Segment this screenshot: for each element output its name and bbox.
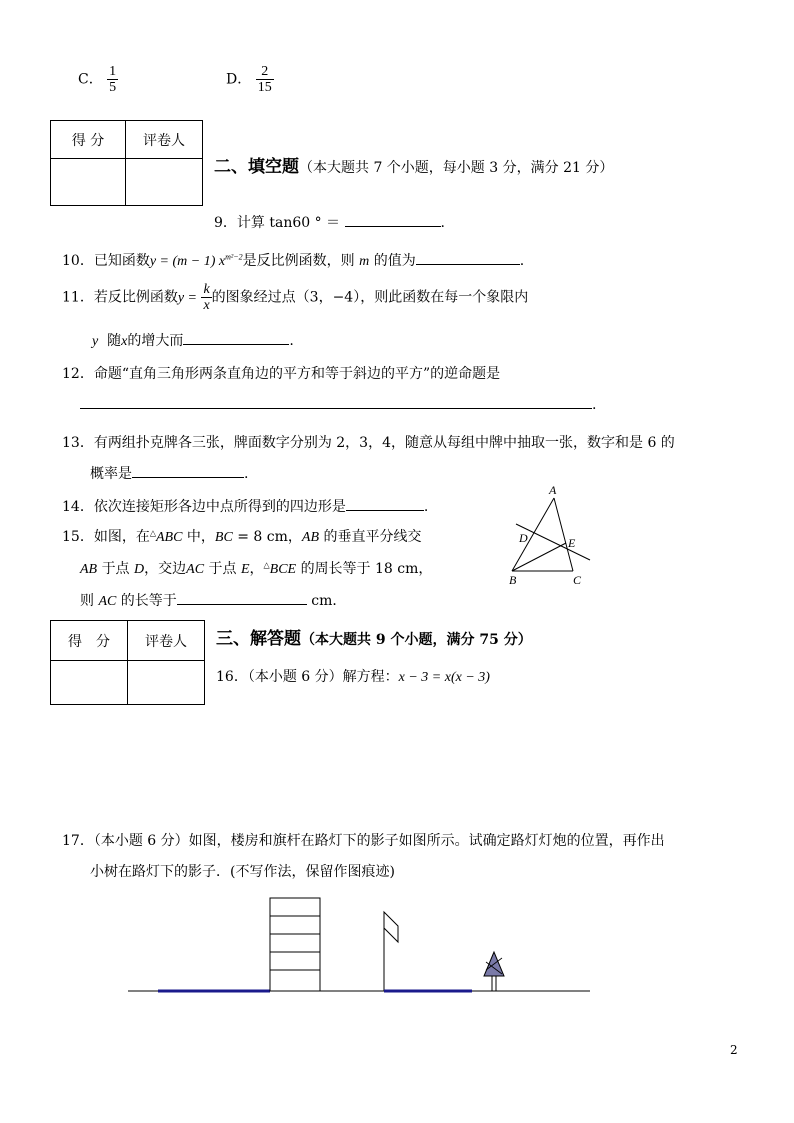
answer-blank-13[interactable]	[132, 463, 244, 478]
question-17: 17．（本小题 6 分）如图，楼房和旗杆在路灯下的影子如图所示。试确定路灯灯炮的位置，再作出	[62, 833, 665, 849]
label-c: C	[573, 573, 582, 587]
streetlight-figure	[120, 890, 600, 1000]
question-17-line2: 小树在路灯下的影子．(不写作法，保留作图痕迹)	[90, 864, 395, 880]
label-b: B	[509, 573, 517, 587]
answer-blank-15[interactable]	[177, 590, 307, 605]
score-table-1	[50, 120, 203, 206]
label-d: D	[519, 531, 528, 545]
question-15: 15．如图，在△ABC 中，BC = 8 cm，AB 的垂直平分线交	[62, 528, 422, 545]
score-cell[interactable]	[51, 661, 128, 705]
flag	[384, 912, 398, 942]
label-a: A	[549, 483, 557, 497]
question-12: 12．命题“直角三角形两条直角边的平方和等于斜边的平方”的逆命题是	[62, 366, 501, 382]
label-e: E	[568, 536, 576, 550]
page-number: 2	[730, 1043, 738, 1057]
question-15-line2: AB 于点 D，交边AC 于点 E，△BCE 的周长等于 18 cm，	[80, 560, 433, 577]
q11-fraction: $\frac{k}{x}$	[203, 282, 210, 313]
question-12-line2: .	[80, 394, 596, 413]
score-table-2	[50, 620, 205, 705]
building	[270, 898, 320, 991]
score-cell[interactable]	[51, 159, 126, 206]
choice-d: D． $\frac{2}{15}$	[226, 64, 272, 95]
grader-header: 评卷人	[126, 121, 203, 159]
answer-blank-12[interactable]	[80, 394, 592, 409]
section3-heading: 三、解答题（本大题共 9 个小题，满分 75 分）	[216, 629, 532, 649]
question-13-line2: 概率是 .	[90, 463, 248, 483]
question-13: 13．有两组扑克牌各三张，牌面数字分别为 2，3，4，随意从每组中牌中抽取一张，数字和是 6 的	[62, 435, 675, 451]
answer-blank-11[interactable]	[183, 330, 289, 345]
question-9: 9．计算 tan60 ° ＝ .	[214, 212, 445, 232]
side-ac	[554, 498, 573, 571]
score-header: 得 分	[51, 121, 126, 159]
section2-heading: 二、填空题（本大题共 7 个小题，每小题 3 分，满分 21 分）	[214, 157, 614, 177]
score-header: 得 分	[51, 621, 128, 661]
question-15-line3: 则 AC 的长等于 cm．	[80, 590, 346, 610]
question-16: 16．（本小题 6 分）解方程：x − 3 = x(x − 3)	[216, 669, 490, 685]
question-11-line2: y 随x的增大而 .	[92, 330, 294, 350]
flagpole	[384, 912, 398, 991]
grader-header: 评卷人	[128, 621, 205, 661]
question-11: 11．若反比例函数y = $\frac{k}{x}$ 的图象经过点（3，−4），则此函数在每一个象限内	[62, 282, 529, 313]
answer-blank-14[interactable]	[346, 496, 424, 511]
choice-c-fraction: $\frac{1}{5}$	[109, 64, 117, 95]
answer-blank-9[interactable]	[345, 212, 441, 227]
triangle-figure	[500, 480, 600, 588]
question-14: 14．依次连接矩形各边中点所得到的四边形是 .	[62, 496, 428, 516]
choice-c: C． $\frac{1}{5}$	[78, 64, 117, 95]
grader-cell[interactable]	[126, 159, 203, 206]
answer-blank-10[interactable]	[416, 250, 520, 265]
tree	[484, 952, 504, 991]
choice-d-fraction: $\frac{2}{15}$	[257, 64, 272, 95]
question-10: 10．已知函数y = (m − 1) $x^{m^2-2}$是反比例函数，则 m 的值为 .	[62, 250, 524, 270]
grader-cell[interactable]	[128, 661, 205, 705]
